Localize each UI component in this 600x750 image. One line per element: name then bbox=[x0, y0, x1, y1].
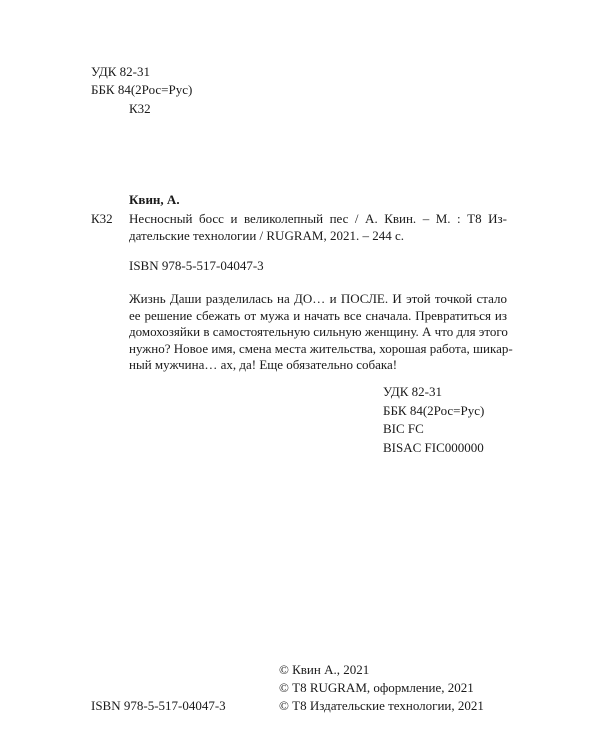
author-heading: Квин, А. bbox=[129, 192, 180, 207]
bbk-code-top: ББК 84(2Рос=Рус) bbox=[91, 82, 193, 97]
copyright-publisher: © Т8 Издательские технологии, 2021 bbox=[279, 698, 484, 713]
author-mark: К32 bbox=[91, 211, 113, 226]
annotation-line: ее решение сбежать от мужа и начать все сначала. Превратиться из bbox=[129, 307, 507, 323]
bibliographic-description bbox=[129, 211, 507, 244]
isbn-footer: ISBN 978-5-517-04047-3 bbox=[91, 698, 226, 713]
annotation-line: нужно? Новое имя, смена места жительства, хорошая работа, шикар- bbox=[129, 340, 513, 356]
annotation-line: Жизнь Даши разделилась на ДО… и ПОСЛЕ. И этой точкой стало bbox=[129, 291, 507, 306]
description-line-2: дательские технологии / RUGRAM, 2021. – 244 с. bbox=[129, 227, 404, 243]
copyright-author: © Квин А., 2021 bbox=[279, 662, 370, 677]
description-line-1: Несносный босс и великолепный пес / А. Квин. – М. : Т8 Из- bbox=[129, 211, 507, 226]
annotation-paragraph bbox=[129, 291, 513, 374]
bic-code: BIC FC bbox=[383, 421, 424, 436]
udk-code-top: УДК 82-31 bbox=[91, 64, 151, 79]
annotation-line: домохозяйки в самостоятельную сильную женщину. А что для этого bbox=[129, 324, 508, 339]
author-mark-top: К32 bbox=[129, 101, 151, 116]
isbn-record: ISBN 978-5-517-04047-3 bbox=[129, 258, 264, 273]
annotation-line: ный мужчина… ах, да! Еще обязательно собака! bbox=[129, 357, 398, 372]
copyright-design: © Т8 RUGRAM, оформление, 2021 bbox=[279, 680, 474, 695]
bbk-code: ББК 84(2Рос=Рус) bbox=[383, 403, 485, 418]
bisac-code: BISAC FIC000000 bbox=[383, 440, 484, 455]
udk-code: УДК 82-31 bbox=[383, 384, 443, 399]
